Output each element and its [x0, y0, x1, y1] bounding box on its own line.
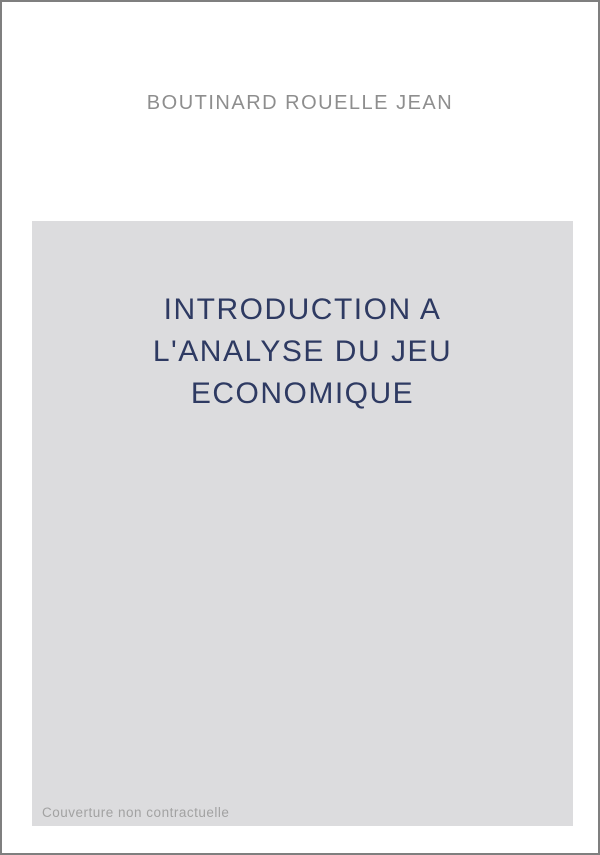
book-title-line-3: ECONOMIQUE [190, 377, 415, 410]
cover-footnote: Couverture non contractuelle [42, 805, 230, 820]
book-title [32, 289, 573, 415]
author-name: BOUTINARD ROUELLE JEAN [146, 92, 454, 114]
book-title-line-2: L'ANALYSE DU JEU [152, 335, 453, 368]
book-title-line-1: INTRODUCTION A [163, 293, 442, 326]
title-panel [32, 221, 573, 826]
